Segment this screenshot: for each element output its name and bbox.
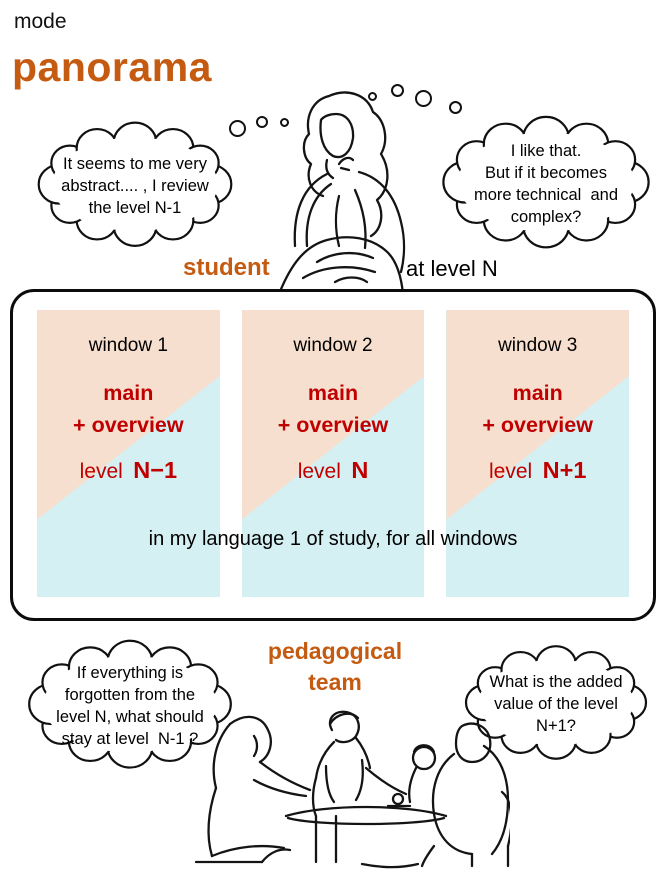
panel-content <box>242 335 425 484</box>
window-main-label: main <box>103 381 154 405</box>
level-prefix: level <box>488 459 533 483</box>
bubble-line: What is the added <box>489 673 623 692</box>
panel-content <box>37 335 220 484</box>
bubble-line: abstract.... , I review <box>61 177 209 196</box>
window-main-label: main <box>307 381 359 405</box>
student-label: student <box>183 254 270 281</box>
window-level-line <box>446 457 629 484</box>
thought-trail-dot <box>391 84 404 97</box>
pedagogical-team-label <box>240 636 430 698</box>
team-label-line1: pedagogical <box>267 638 403 664</box>
window-level-line <box>37 457 220 484</box>
windows-row <box>37 310 629 597</box>
language-note: in my language 1 of study, for all windows <box>148 528 518 550</box>
level-prefix: level <box>297 459 341 483</box>
level-value: N+1 <box>542 456 587 483</box>
window-title: window 1 <box>88 335 168 356</box>
window-overview-label: + overview <box>73 413 184 438</box>
bubble-line: value of the level <box>494 695 618 714</box>
window-title: window 3 <box>498 335 578 356</box>
thought-trail-dot <box>368 92 377 101</box>
bubble-line: But if it becomes <box>485 164 607 183</box>
level-prefix: level <box>79 459 123 483</box>
bubble-text <box>49 129 220 245</box>
bubble-line: level N, what should <box>56 708 204 726</box>
bubble-text <box>455 124 637 247</box>
window-overview-label: + overview <box>482 413 593 438</box>
team-label-line2: team <box>308 669 362 696</box>
level-value: N <box>351 456 369 483</box>
bubble-line: It seems to me very <box>63 155 207 174</box>
bubble-line: forgotten from the <box>64 686 196 705</box>
student-right-thought-bubble <box>432 112 660 258</box>
thought-trail-dot <box>415 90 432 107</box>
student-left-thought-bubble <box>28 118 242 256</box>
bubble-line: stay at level N-1 ? <box>61 729 199 748</box>
bubble-line: N+1? <box>536 716 576 735</box>
bubble-line: more technical and <box>474 186 618 204</box>
window-main-label: main <box>512 381 563 405</box>
window-level-line <box>242 457 425 484</box>
team-illustration <box>166 696 510 870</box>
window-2-panel <box>242 310 425 597</box>
window-3-panel <box>446 310 629 597</box>
bubble-line: I like that. <box>510 142 582 161</box>
window-1-panel <box>37 310 220 597</box>
page-title: panorama <box>12 44 212 90</box>
window-title: window 2 <box>293 335 373 356</box>
thought-trail-dot <box>280 118 289 127</box>
mode-label: mode <box>14 10 67 33</box>
level-value: N−1 <box>133 456 178 483</box>
thought-trail-dot <box>256 116 268 128</box>
bubble-line: If everything is <box>76 664 184 683</box>
window-overview-label: + overview <box>277 413 389 438</box>
panel-content <box>446 335 629 484</box>
bubble-line: the level N-1 <box>88 198 182 217</box>
bubble-line: complex? <box>510 207 582 226</box>
student-level-label: at level N <box>406 256 498 281</box>
panorama-windows-box <box>10 289 656 621</box>
